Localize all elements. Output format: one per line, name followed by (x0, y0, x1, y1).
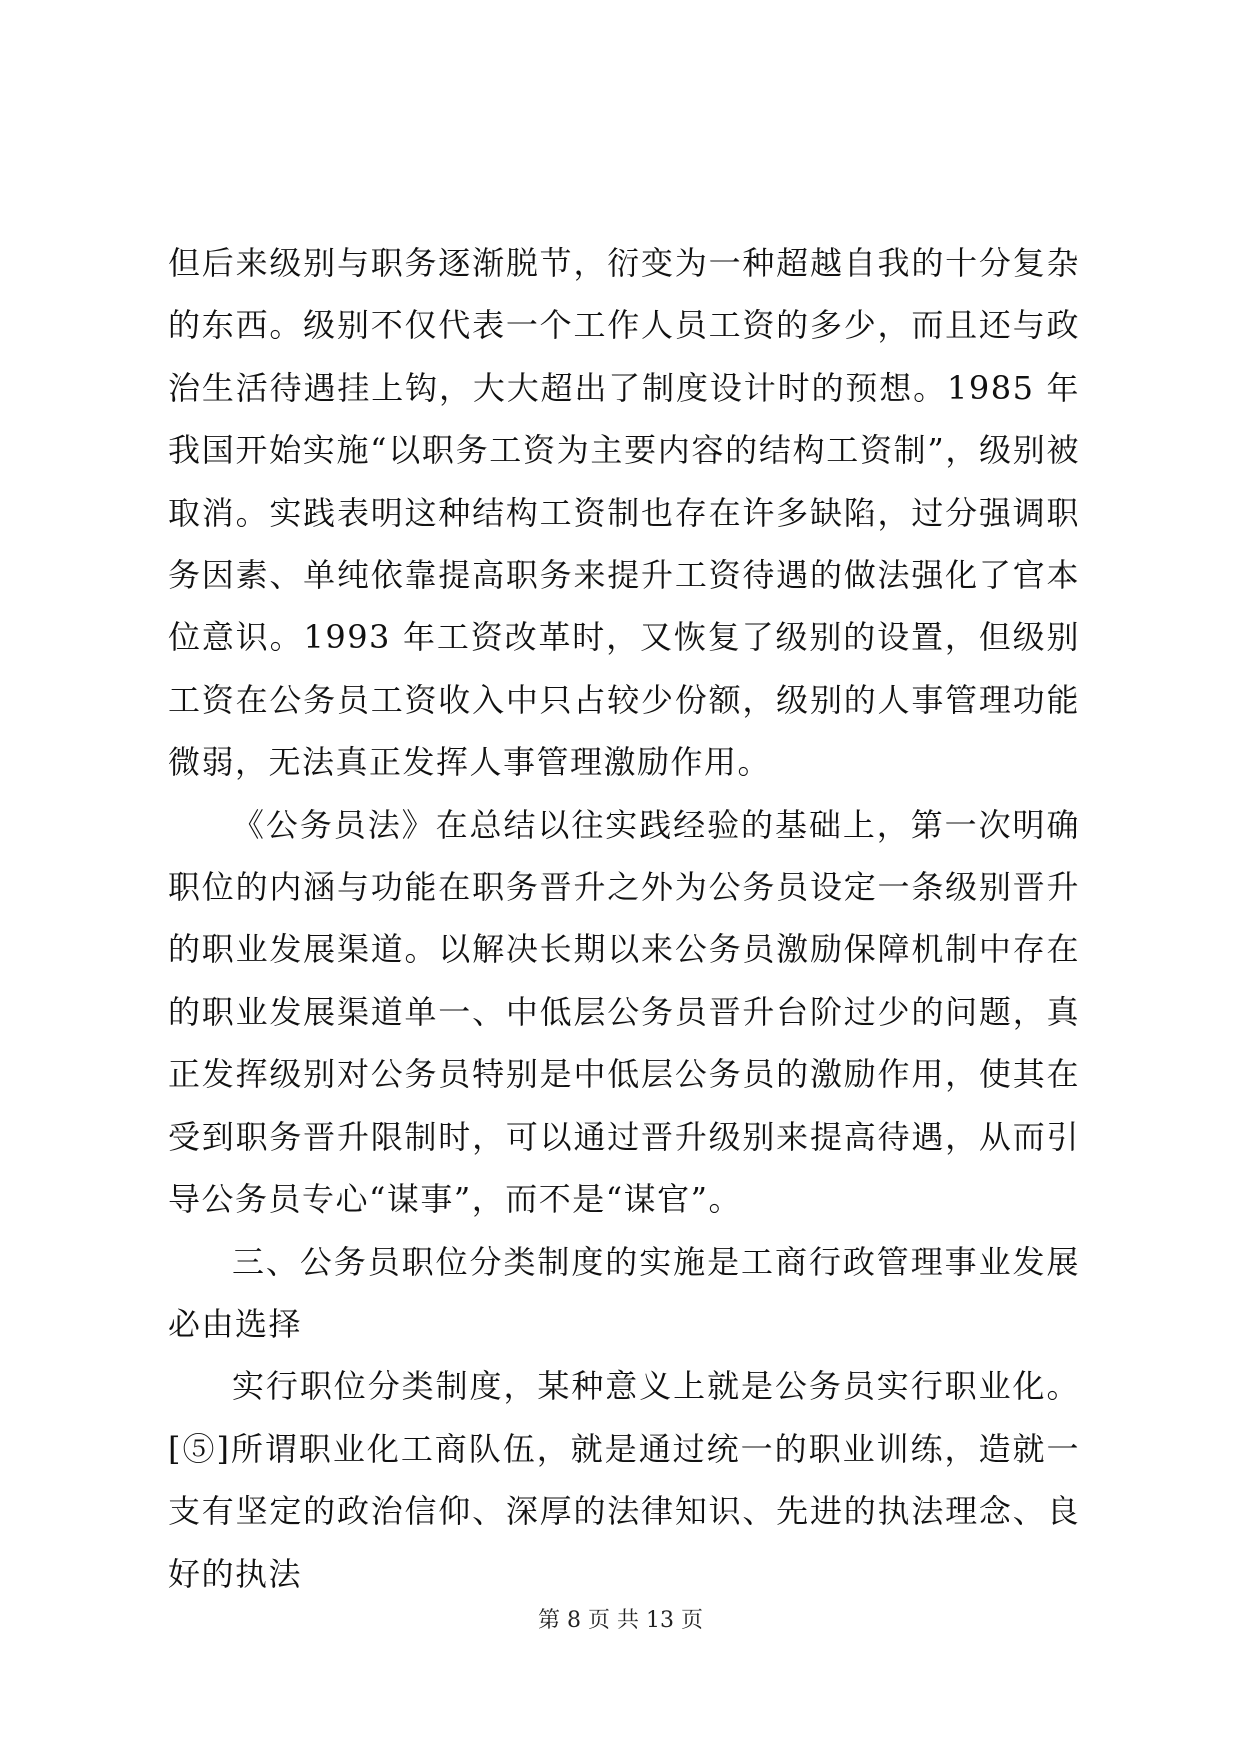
paragraph-2: 《公务员法》在总结以往实践经验的基础上，第一次明确职位的内涵与功能在职务晋升之外为公务员设定一条级别晋升的职业发展渠道。以解决长期以来公务员激励保障机制中存在的职业发展渠道单一、中低层公务员晋升台阶过少的问题，真正发挥级别对公务员特别是中低层公务员的激励作用，使其在受到职务晋升限制时，可以通过晋升级别来提高待遇，从而引导公务员专心“谋事”，而不是“谋官”。 (168, 805, 1080, 1219)
paragraph-4: 实行职位分类制度，某种意义上就是公务员实行职业化。[⑤]所谓职业化工商队伍，就是通过统一的职业训练，造就一支有坚定的政治信仰、深厚的法律知识、先进的执法理念、良好的执法 (168, 1367, 1080, 1593)
page-footer: 第 8 页 共 13 页 (538, 1608, 703, 1633)
paragraph-1: 但后来级别与职务逐渐脱节，衍变为一种超越自我的十分复杂的东西。级别不仅代表一个工作人员工资的多少，而且还与政治生活待遇挂上钩，大大超出了制度设计时的预想。1985 年我国开始实施“以职务工资为主要内容的结构工资制”，级别被取消。实践表明这种结构工资制也存在许多缺陷，过分强调职务因素、单纯依靠提高职务来提升工资待遇的做法强化了官本位意识。1993 年工资改革时，又恢复了级别的设置，但级别工资在公务员工资收入中只占较少份额，级别的人事管理功能微弱，无法真正发挥人事管理激励作用。 (168, 244, 1080, 782)
section-heading-3: 三、公务员职位分类制度的实施是工商行政管理事业发展必由选择 (168, 1242, 1080, 1343)
body-text (168, 232, 1080, 1605)
